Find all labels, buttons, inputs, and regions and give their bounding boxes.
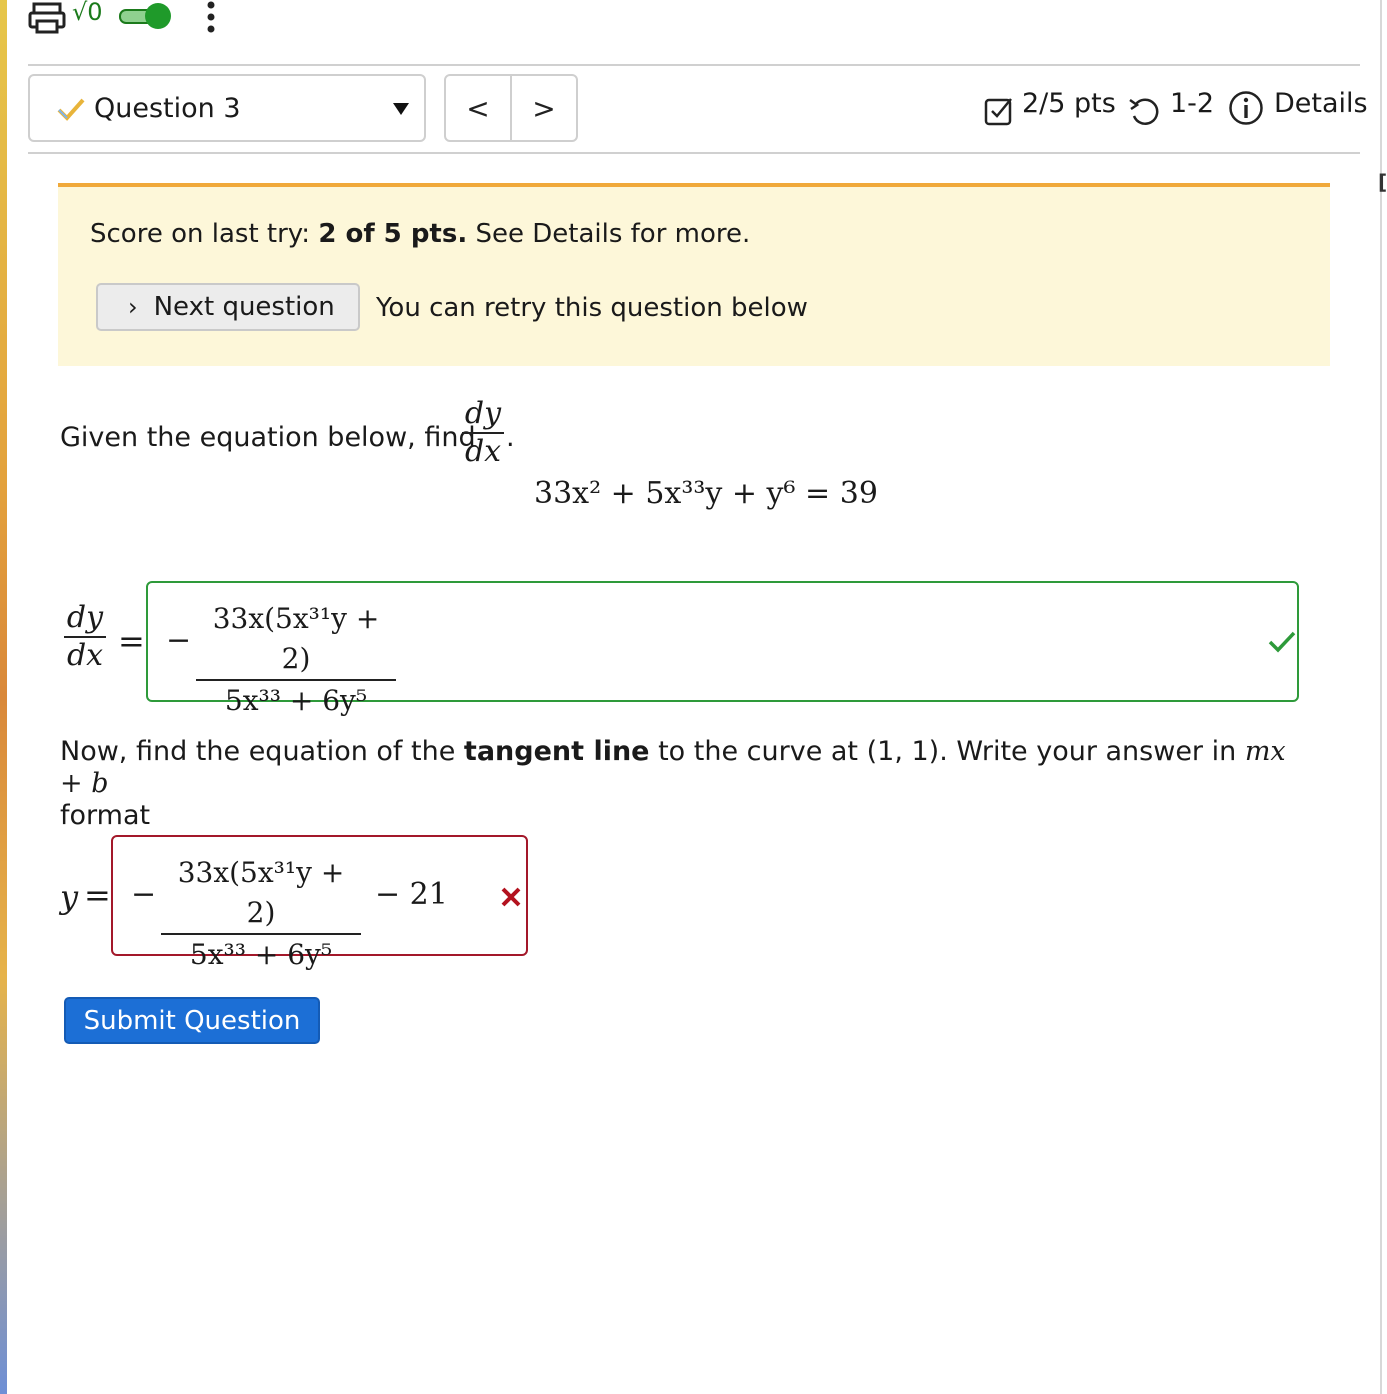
negative-sign-2: − — [131, 877, 157, 912]
equals-sign: = — [118, 622, 145, 660]
score-prefix: Score on last try: — [90, 219, 311, 249]
answer1-lhs-numerator: dy — [66, 600, 104, 635]
part2-prompt-bold: tangent line — [463, 736, 650, 767]
info-icon[interactable] — [1228, 90, 1264, 126]
score-suffix: See Details for more. — [475, 219, 751, 249]
chevron-right-icon: › — [128, 293, 138, 321]
answer1-lhs-denominator: dx — [66, 638, 104, 673]
submit-question-button[interactable]: Submit Question — [64, 997, 320, 1044]
more-options-icon[interactable] — [206, 0, 216, 34]
edge-mark: [ — [1378, 170, 1387, 194]
part1-prompt: Given the equation below, find — [60, 422, 476, 453]
checkbox-points-icon — [984, 96, 1014, 126]
left-window-edge — [0, 0, 7, 1394]
retry-message: You can retry this question below — [376, 293, 808, 323]
answer2-denominator: 5x³³ + 6y⁵ — [189, 938, 333, 971]
correct-check-icon — [1268, 631, 1296, 653]
derivative-numerator: dy — [464, 396, 502, 431]
derivative-symbol — [460, 396, 506, 470]
answer1-lhs — [62, 600, 108, 674]
attempts-text: 1-2 — [1170, 88, 1215, 119]
top-toolbar — [28, 0, 66, 36]
question-selector[interactable] — [28, 74, 426, 142]
points-text: 2/5 pts — [1022, 88, 1116, 119]
retry-icon — [1128, 96, 1162, 126]
score-text — [90, 219, 750, 249]
answer1-fraction — [196, 599, 396, 721]
given-equation: 33x² + 5x³³y + y⁶ = 39 — [534, 476, 878, 511]
divider-header — [28, 152, 1360, 154]
answer2-tail: − 21 — [375, 877, 448, 912]
part2-prompt-end: format — [60, 800, 151, 831]
negative-sign: − — [166, 623, 192, 658]
score-banner — [58, 183, 1330, 366]
math-display-toggle[interactable] — [118, 2, 174, 30]
dropdown-caret-icon — [392, 102, 410, 116]
math-display-label: √0 — [72, 0, 103, 26]
partial-credit-check-icon — [56, 96, 86, 122]
right-window-edge — [1380, 0, 1382, 1394]
answer2-numerator: 33x(5x³¹y + 2) — [177, 856, 345, 929]
equals-sign-2: = — [84, 876, 111, 914]
question-pager — [444, 74, 578, 142]
previous-question-button[interactable]: < — [446, 76, 512, 140]
incorrect-x-icon — [501, 887, 521, 907]
next-question-arrow-button[interactable]: > — [532, 91, 556, 125]
part2-prompt-before: Now, find the equation of the — [60, 736, 456, 767]
next-question-button[interactable] — [96, 283, 360, 331]
details-link[interactable]: Details — [1274, 88, 1368, 119]
part2-prompt-after: to the curve at (1, 1). Write your answer in — [658, 736, 1237, 767]
answer1-numerator: 33x(5x³¹y + 2) — [212, 602, 380, 675]
tangent-line-answer-input[interactable] — [111, 835, 528, 971]
answer2-fraction — [161, 853, 361, 975]
derivative-answer-input[interactable] — [146, 581, 1299, 717]
prompt-period: . — [506, 422, 515, 453]
question-label: Question 3 — [94, 93, 241, 124]
score-value: 2 of 5 pts. — [318, 219, 468, 249]
answer2-lhs: y — [60, 878, 79, 916]
divider-top — [28, 64, 1360, 66]
answer1-denominator: 5x³³ + 6y⁵ — [224, 684, 368, 717]
next-question-label: Next question — [153, 292, 335, 322]
part2-prompt — [60, 736, 1300, 832]
print-icon[interactable] — [28, 2, 66, 34]
part2-prompt-math: mx + b — [60, 736, 1286, 799]
derivative-denominator: dx — [464, 434, 502, 469]
